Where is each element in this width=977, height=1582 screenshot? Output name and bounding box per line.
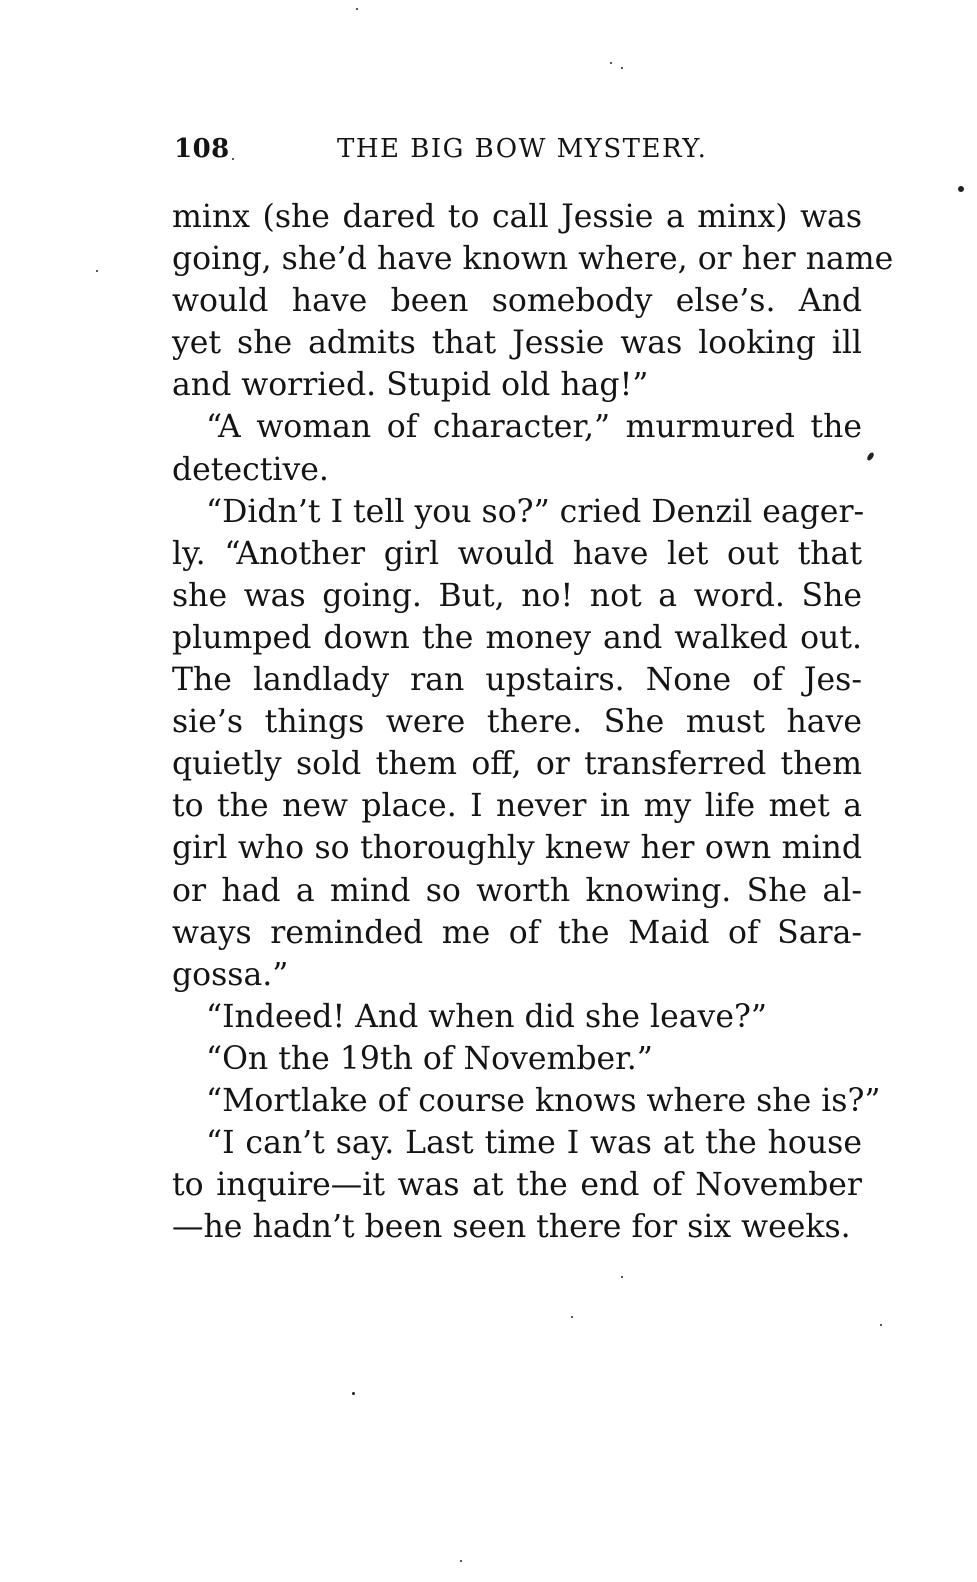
text-line: she was going. But, no! not a word. She	[172, 577, 862, 614]
scan-speck	[460, 1560, 462, 1562]
scan-speck	[356, 8, 358, 10]
scan-speck	[352, 1392, 355, 1395]
scan-speck	[958, 186, 964, 192]
text-line: quietly sold them off, or transferred them	[172, 746, 862, 783]
running-title: THE BIG BOW MYSTERY.	[337, 134, 708, 164]
text-line: yet she admits that Jessie was looking ill	[172, 325, 862, 362]
page-number: 108	[174, 134, 230, 164]
text-line: —he hadn’t been seen there for six weeks.	[172, 1209, 851, 1246]
running-head	[174, 134, 864, 168]
text-line: “Mortlake of course knows where she is?”	[206, 1082, 881, 1119]
text-line: or had a mind so worth knowing. She al-	[172, 872, 862, 909]
text-line: detective.	[172, 451, 329, 488]
scan-speck	[96, 270, 98, 272]
text-line: would have been somebody else’s. And	[172, 283, 862, 320]
scan-speck	[232, 158, 234, 160]
text-line: to inquire—it was at the end of November	[172, 1167, 862, 1204]
scan-speck	[610, 62, 612, 64]
scan-speck	[621, 1276, 623, 1278]
text-line: The landlady ran upstairs. None of Jes-	[172, 662, 862, 699]
scan-speck	[866, 451, 875, 461]
text-line: “I can’t say. Last time I was at the house	[206, 1125, 862, 1162]
text-line: and worried. Stupid old hag!”	[172, 367, 649, 404]
text-line: “A woman of character,” murmured the	[206, 409, 862, 446]
text-line: ly. “Another girl would have let out that	[172, 535, 862, 572]
text-line: going, she’d have known where, or her name	[172, 241, 894, 278]
scan-speck	[571, 1316, 573, 1318]
text-line: sie’s things were there. She must have	[172, 704, 862, 741]
text-line: “Didn’t I tell you so?” cried Denzil eager-	[206, 493, 865, 530]
text-line: “On the 19th of November.”	[206, 1040, 653, 1077]
scan-speck	[621, 67, 623, 69]
text-line: plumped down the money and walked out.	[172, 619, 862, 656]
text-line: ways reminded me of the Maid of Sara-	[172, 914, 862, 951]
text-line: gossa.”	[172, 956, 289, 993]
scan-speck	[880, 1324, 882, 1326]
text-line: to the new place. I never in my life met a	[172, 788, 862, 825]
text-line: girl who so thoroughly knew her own mind	[172, 830, 862, 867]
body-text	[172, 196, 894, 1248]
text-line: minx (she dared to call Jessie a minx) was	[172, 199, 862, 235]
text-line: “Indeed! And when did she leave?”	[206, 998, 767, 1035]
